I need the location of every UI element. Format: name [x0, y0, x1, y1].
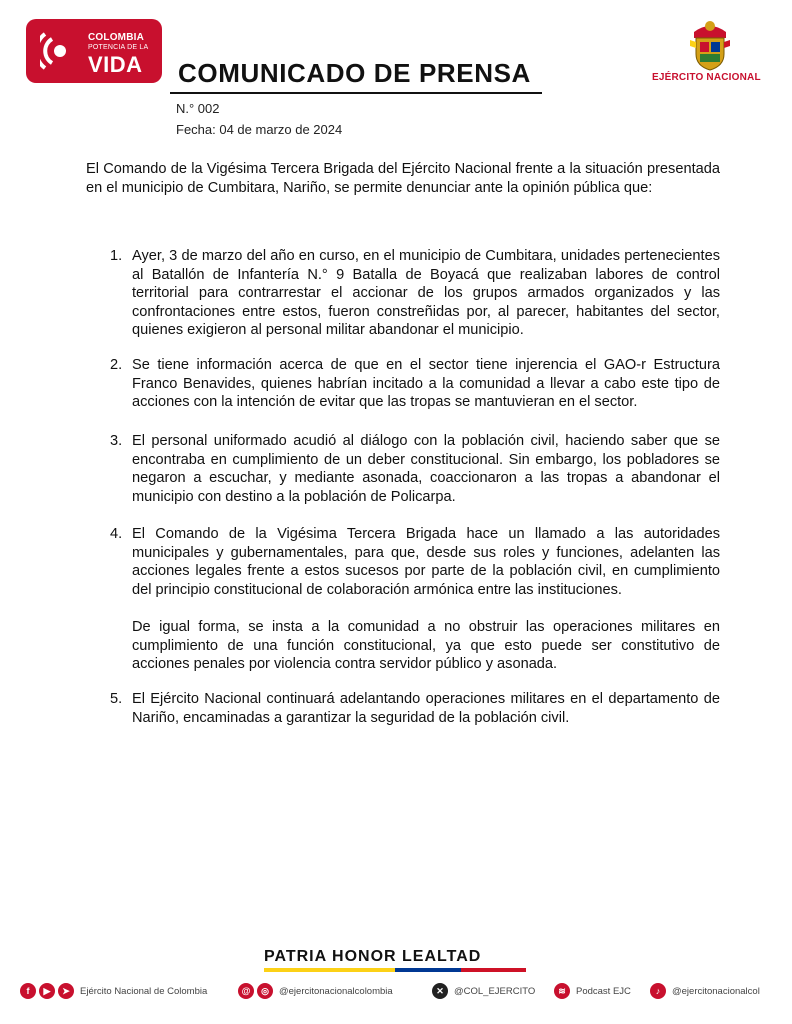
list-item-5-text: El Ejército Nacional continuará adelantando operaciones militares en el departamento de Nariño, encaminadas a garantizar la seguridad de la población civil. — [132, 691, 720, 726]
release-number: N.° 002 — [176, 101, 220, 116]
logo-text-potencia: POTENCIA DE LA — [88, 44, 149, 51]
list-item-number: 4. — [110, 526, 123, 542]
social-label-x[interactable]: @COL_EJERCITO — [454, 985, 536, 997]
logo-text-vida: VIDA — [88, 52, 143, 77]
youtube-icon[interactable]: ▶ — [39, 983, 55, 999]
motto: PATRIA HONOR LEALTAD — [264, 948, 482, 965]
x-icon[interactable]: ✕ — [432, 983, 448, 999]
social-group-x — [432, 980, 535, 1002]
social-label-tiktok[interactable]: @ejercitonacionalcol — [672, 985, 760, 997]
list-item-4-extra-text: De igual forma, se insta a la comunidad a no obstruir las operaciones militares en cumplimiento de una función constitucional, ya que esto puede ser constitutivo de acciones penales por violencia contra servidor público y asonada. — [132, 619, 720, 672]
flag-blue-stripe — [395, 968, 461, 972]
tiktok-icon[interactable]: ♪ — [650, 983, 666, 999]
flag-yellow-stripe — [264, 968, 395, 972]
social-label-instagram[interactable]: @ejercitonacionalcolombia — [279, 985, 393, 997]
social-group-tiktok — [650, 980, 760, 1002]
flag-color-bar — [264, 968, 526, 972]
page-title: COMUNICADO DE PRENSA — [178, 58, 531, 88]
social-label-podcast[interactable]: Podcast EJC — [576, 985, 631, 997]
list-item-number: 5. — [110, 691, 123, 707]
list-item-3-text: El personal uniformado acudió al diálogo con la población civil, haciendo saber que se encontraba en cumplimiento de un deber constitucional. Sin embargo, los pobladores se negaron a escuchar, y mediante asonada, coaccionaron a las tropas a abandonar el municipio con destino a la población de Policarpa. — [132, 433, 720, 505]
social-group-army — [20, 980, 207, 1002]
list-item-1-text: Ayer, 3 de marzo del año en curso, en el municipio de Cumbitara, unidades pertenecientes al Batallón de Infantería N.° 9 Batalla de Boyacá que realizaban labores de control territorial para contrarrestar el accionar de los grupos armados organizados y las confrontaciones entre estos, fueron constreñidas por, al parecer, habitantes del sector, quienes exigieron al personal militar abandonar el municipio. — [132, 248, 720, 338]
logo-text-colombia: COLOMBIA — [88, 32, 145, 43]
list-item-2-text: Se tiene información acerca de que en el sector tiene injerencia el GAO-r Estructura Franco Benavides, quienes habrían incitado a la comunidad a llevar a cabo este tipo de acciones con la intención de evitar que las tropas se mantuvieran en el sector. — [132, 357, 720, 410]
list-item-4-text: El Comando de la Vigésima Tercera Brigada hace un llamado a las autoridades municipales y gubernamentales, para que, desde sus roles y funciones, adelanten las acciones legales frente a estos sucesos por parte de la población civil, en cumplimiento del principio constitucional de colaboración armónica entre las instituciones. — [132, 526, 720, 598]
instagram-icon[interactable]: ◎ — [257, 983, 273, 999]
flag-red-stripe — [461, 968, 526, 972]
intro-paragraph: El Comando de la Vigésima Tercera Brigada del Ejército Nacional frente a la situación presentada en el municipio de Cumbitara, Nariño, se permite denunciar ante la opinión pública que: — [86, 161, 720, 196]
list-item-number: 1. — [110, 248, 123, 264]
release-date: Fecha: 04 de marzo de 2024 — [176, 122, 343, 137]
social-footer — [20, 980, 780, 1002]
army-name-label: EJÉRCITO NACIONAL — [652, 72, 761, 83]
facebook-icon[interactable]: f — [20, 983, 36, 999]
threads-icon[interactable]: @ — [238, 983, 254, 999]
telegram-icon[interactable]: ➤ — [58, 983, 74, 999]
list-item-number: 3. — [110, 433, 123, 449]
title-underline — [170, 92, 542, 94]
colombia-potencia-de-la-vida-logo — [26, 19, 162, 83]
logo-arcs-icon — [40, 31, 78, 71]
spotify-icon[interactable]: ≋ — [554, 983, 570, 999]
social-group-podcast — [554, 980, 631, 1002]
army-crest-icon — [688, 18, 732, 72]
social-group-instagram — [238, 980, 393, 1002]
list-item-number: 2. — [110, 357, 123, 373]
social-label-army[interactable]: Ejército Nacional de Colombia — [80, 985, 208, 997]
